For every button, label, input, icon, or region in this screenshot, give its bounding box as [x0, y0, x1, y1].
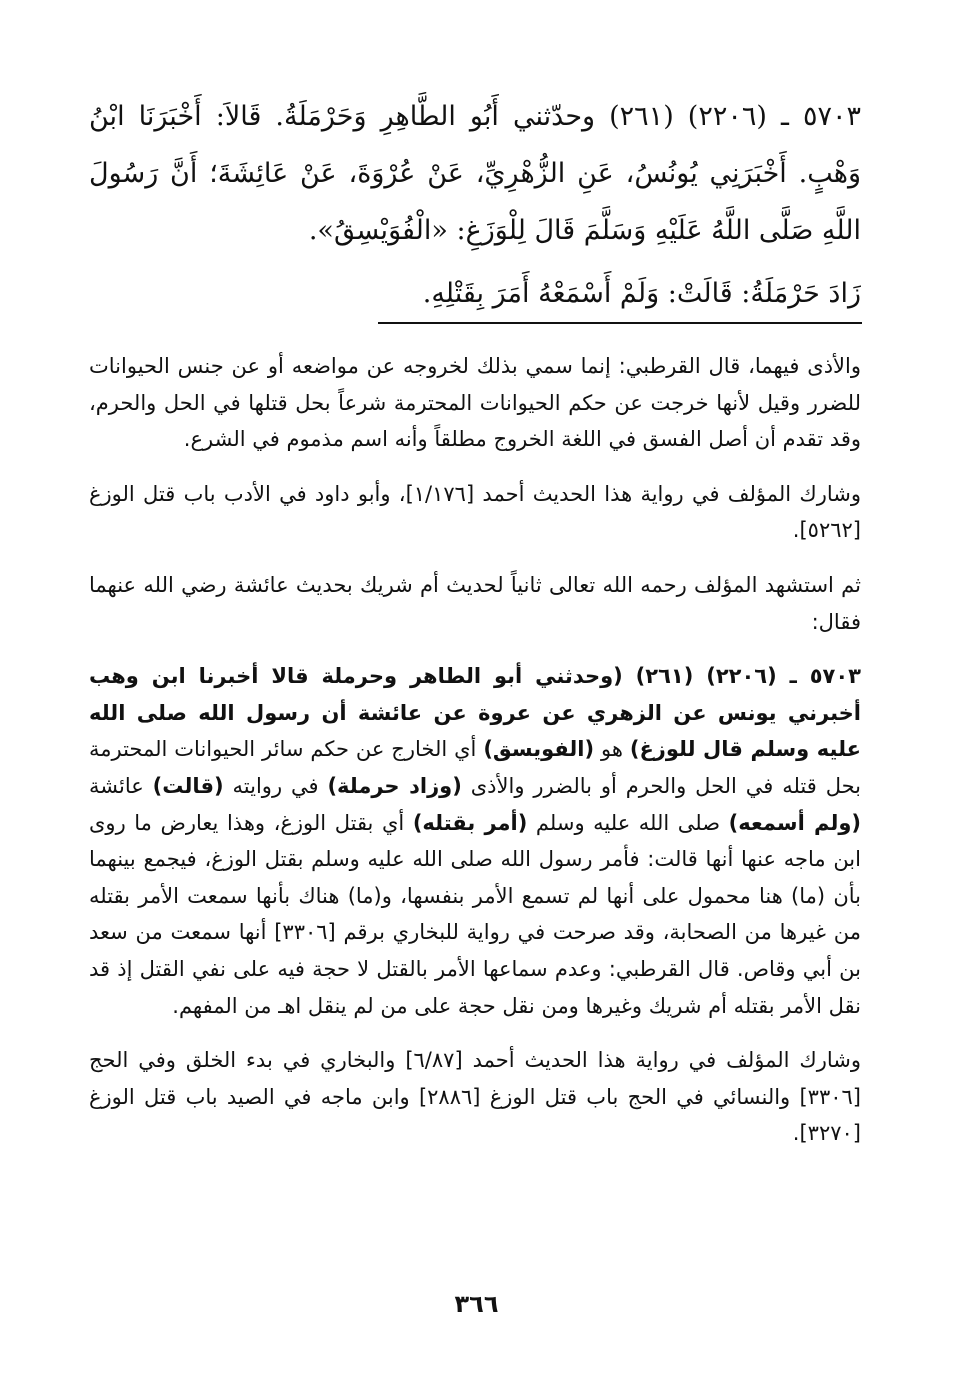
term-amara-biqatlihi: (أمر بقتله) — [412, 810, 528, 835]
commentary-paragraph-2: وشارك المؤلف في رواية هذا الحديث أحمد [١/١٧٦]، وأبو داود في الأدب باب قتل الوزغ [٥٢٦٢]. — [89, 481, 861, 543]
commentary-text: صلى الله عليه وسلم — [527, 810, 729, 835]
hadith-chain-bold: ٥٧٠٣ ـ (٢٢٠٦) (٢٦١) (وحدثني أبو الطاهر وحرملة قالا أخبرنا ابن وهب أخبرني يونس عن الزهري عن عروة عن عائشة أن رسول الله صلى الله عليه وسلم قال للوزغ) — [89, 664, 862, 762]
term-zada-harmala: (وزاد حرملة) — [327, 773, 462, 798]
commentary-text: هو — [594, 737, 630, 762]
page-number: ٣٦٦ — [454, 1290, 499, 1318]
commentary-paragraph-4 — [89, 658, 861, 1024]
hadith-block — [89, 88, 861, 322]
commentary-text: أي الخارج عن حكم سائر الحيوانات المحترمة بحل قتله في الحل والحرم أو بالضرر والأذى — [89, 737, 862, 798]
hadith-addendum: زَادَ حَرْمَلَةُ: قَالَتْ: وَلَمْ أَسْمَعْهُ أَمَرَ بِقَتْلِهِ. — [422, 278, 861, 309]
term-fuwaysiq: (الفويسق) — [483, 737, 595, 762]
commentary-text: أي بقتل الوزغ، وهذا يعارض ما روى ابن ماجه عنها أنها قالت: فأمر رسول الله صلى الله عليه وسلم بقتل الوزغ، فيجمع بينهما بأن (ما) هنا محمول على أنها لم تسمع الأمر بنفسها، و(ما) هناك بأنها سمعت الأمر بقتله من غيرها من الصحابة، وقد صرحت في رواية للبخاري برقم [٣٣٠٦] أنها سمعت من سعد بن أبي وقاص. قال القرطبي: وعدم سماعها الأمر بالقتل لا حجة فيه على نفي القتل إذ قد نقل الأمر بقتله أم شريك وغيرها ومن نقل حجة على من لم ينقل اهـ من المفهم. — [89, 810, 861, 1018]
commentary-text: عائشة — [89, 773, 153, 798]
commentary-paragraph-3: ثم استشهد المؤلف رحمه الله تعالى ثانياً لحديث أم شريك بحديث عائشة رضي الله عنهما فقال: — [89, 572, 861, 634]
term-wa-lam-asmahu: (ولم أسمعه) — [728, 810, 861, 835]
commentary-block — [89, 348, 861, 1152]
commentary-text: في روايته — [223, 773, 328, 798]
hadith-text: ٥٧٠٣ ـ (٢٢٠٦) (٢٦١) وحدّثني أَبُو الطَّاهِرِ وَحَرْمَلَةُ. قَالاَ: أَخْبَرَنَا ابْنُ وَهْبٍ. أَخْبَرَنِي يُونُسُ، عَنِ الزُّهْرِيِّ، عَنْ عُرْوَةَ، عَنْ عَائِشَةَ؛ أَنَّ رَسُولَ اللَّهِ صَلَّى اللَّهُ عَلَيْهِ وَسَلَّمَ قَالَ لِلْوَزَغِ: «الْفُوَيْسِقُ». — [89, 101, 861, 246]
footnote-divider — [378, 322, 862, 324]
term-qalat: (قالت) — [152, 773, 224, 798]
commentary-paragraph-5: وشارك المؤلف في رواية هذا الحديث أحمد [٦/٨٧] والبخاري في بدء الخلق وفي الحج [٣٣٠٦] والنسائي في الحج باب قتل الوزغ [٢٨٨٦] وابن ماجه في الصيد باب قتل الوزغ [٣٢٧٠]. — [89, 1048, 861, 1146]
commentary-paragraph-1: والأذى فيهما، قال القرطبي: إنما سمي بذلك لخروجه عن مواضعه أو عن جنس الحيوانات للضرر وقيل لأنها خرجت عن حكم الحيوانات المحترمة شرعاً بحل قتلها في الحل والحرم، وقد تقدم أن أصل الفسق في اللغة الخروج مطلقاً وأنه اسم مذموم في الشرع. — [89, 354, 861, 452]
